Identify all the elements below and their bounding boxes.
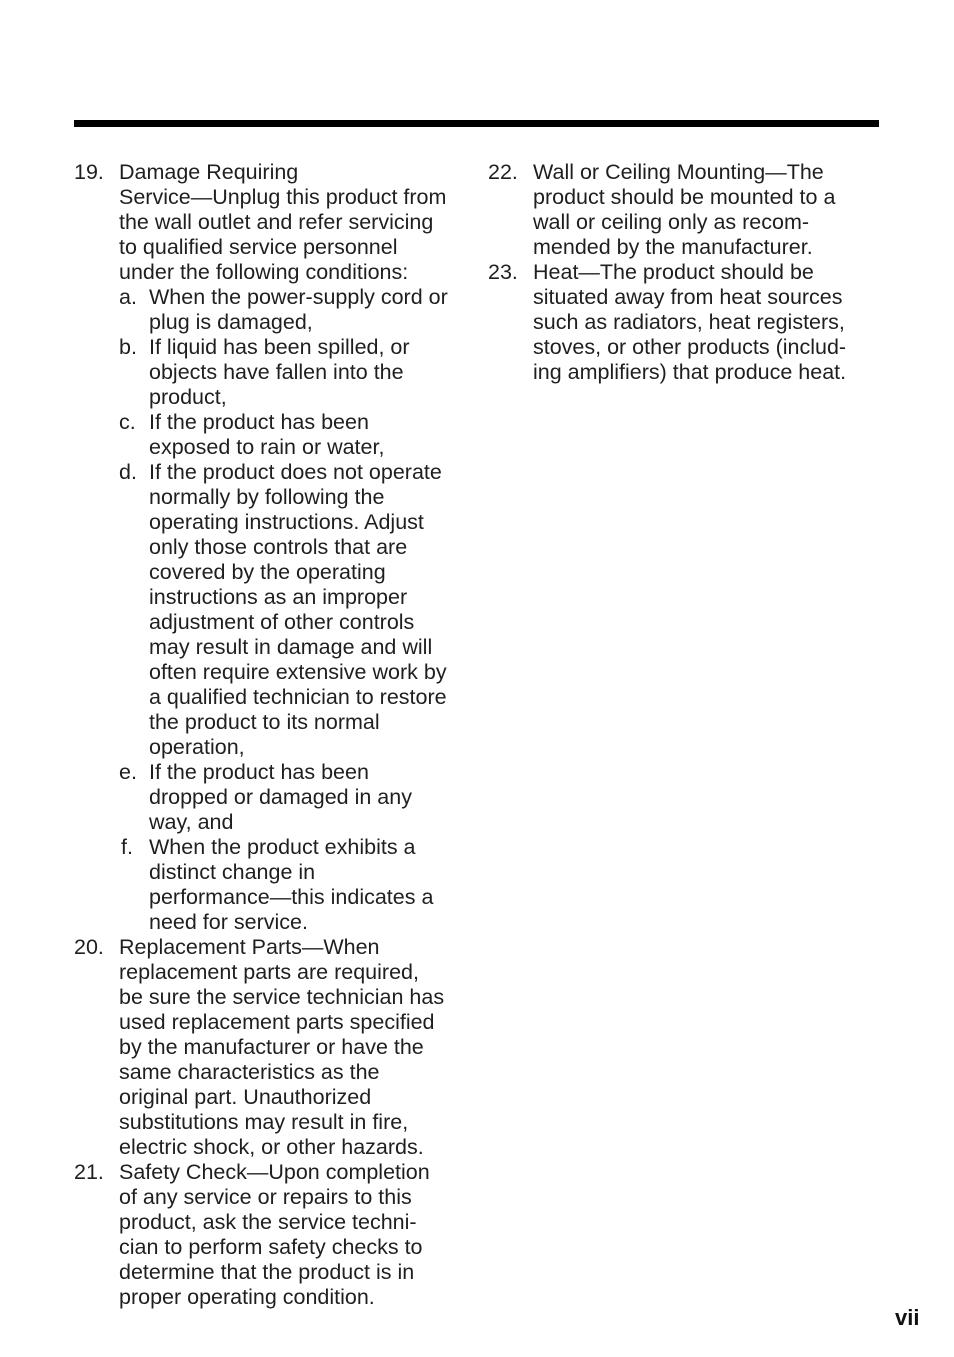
text-line: situated away from heat sources [533,285,843,309]
list-item-19 [74,160,474,935]
sub-item-e [119,760,474,835]
text-line: product, [149,385,227,409]
sub-item-letter: c. [119,410,136,434]
text-line: replacement parts are required, [119,960,419,984]
text-line: the wall outlet and refer servicing [119,210,434,234]
text-line: If the product has been [149,760,369,784]
text-line: used replacement parts specified [119,1010,435,1034]
text-line: If the product does not operate [149,460,442,484]
text-line: product should be mounted to a [533,185,836,209]
sub-item-letter: a. [119,285,137,309]
text-line: operating instructions. Adjust [149,510,424,534]
sub-item-letter: f. [121,835,133,859]
page-number: vii [895,1305,920,1330]
right-column [488,160,878,385]
text-line: may result in damage and will [149,635,433,659]
text-line: ing amplifiers) that produce heat. [533,360,847,384]
text-line: Safety Check—Upon completion [119,1160,430,1184]
text-line: performance—this indicates a [149,885,434,909]
item-number: 21. [74,1160,104,1184]
text-line: need for service. [149,910,308,934]
item-number: 22. [488,160,518,184]
text-line: only those controls that are [149,535,408,559]
text-line: original part. Unauthorized [119,1085,372,1109]
text-line: often require extensive work by [149,660,447,684]
text-line: covered by the operating [149,560,386,584]
sub-item-text [149,835,474,935]
text-line: normally by following the [149,485,385,509]
item-text [119,160,474,935]
text-line: objects have fallen into the [149,360,404,384]
item-text [119,935,474,1160]
item-number: 23. [488,260,518,284]
text-line: mended by the manufacturer. [533,235,813,259]
text-line: distinct change in [149,860,316,884]
text-line: plug is damaged, [149,310,313,334]
text-line: Heat—The product should be [533,260,814,284]
text-line: same characteristics as the [119,1060,380,1084]
text-line: a qualified technician to restore [149,685,447,709]
list-item-21 [74,1160,474,1310]
sub-item-d [119,460,474,760]
text-line: Wall or Ceiling Mounting—The [533,160,824,184]
sub-item-text [149,285,474,335]
text-line: wall or ceiling only as recom- [533,210,810,234]
sub-item-text [149,760,474,835]
text-line: determine that the product is in [119,1260,415,1284]
text-line: electric shock, or other hazards. [119,1135,424,1159]
text-line: such as radiators, heat registers, [533,310,845,334]
text-line: product, ask the service techni- [119,1210,417,1234]
left-column [74,160,474,1310]
text-line: When the power-supply cord or [149,285,448,309]
item-text [533,260,878,385]
sub-item-text [149,460,474,760]
sub-item-text [149,410,474,460]
text-line: Service—Unplug this product from [119,185,447,209]
text-line: When the product exhibits a [149,835,416,859]
text-line: be sure the service technician has [119,985,445,1009]
text-line: exposed to rain or water, [149,435,385,459]
list-item-22 [488,160,878,260]
text-line: If liquid has been spilled, or [149,335,410,359]
sub-item-f [119,835,474,935]
item-number: 19. [74,160,104,184]
item-text [119,1160,474,1310]
text-line: stoves, or other products (includ- [533,335,847,359]
text-line: under the following conditions: [119,260,409,284]
sub-item-a [119,285,474,335]
text-line: If the product has been [149,410,369,434]
text-line: dropped or damaged in any [149,785,412,809]
sub-item-letter: d. [119,460,137,484]
sub-item-c [119,410,474,460]
text-line: substitutions may result in fire, [119,1110,409,1134]
text-line: the product to its normal [149,710,380,734]
text-line: instructions as an improper [149,585,408,609]
sub-item-text [149,335,474,410]
text-line: adjustment of other controls [149,610,415,634]
item-number: 20. [74,935,104,959]
text-line: operation, [149,735,245,759]
sub-item-letter: e. [119,760,137,784]
list-item-20 [74,935,474,1160]
text-line: Replacement Parts—When [119,935,380,959]
header-rule [74,120,879,127]
text-line: way, and [149,810,234,834]
text-line: proper operating condition. [119,1285,375,1309]
text-line: cian to perform safety checks to [119,1235,423,1259]
text-line: to qualified service personnel [119,235,398,259]
text-line: by the manufacturer or have the [119,1035,424,1059]
sub-item-b [119,335,474,410]
text-line: of any service or repairs to this [119,1185,412,1209]
sub-item-letter: b. [119,335,137,359]
item-text [533,160,878,260]
list-item-23 [488,260,878,385]
text-line: Damage Requiring [119,160,299,184]
